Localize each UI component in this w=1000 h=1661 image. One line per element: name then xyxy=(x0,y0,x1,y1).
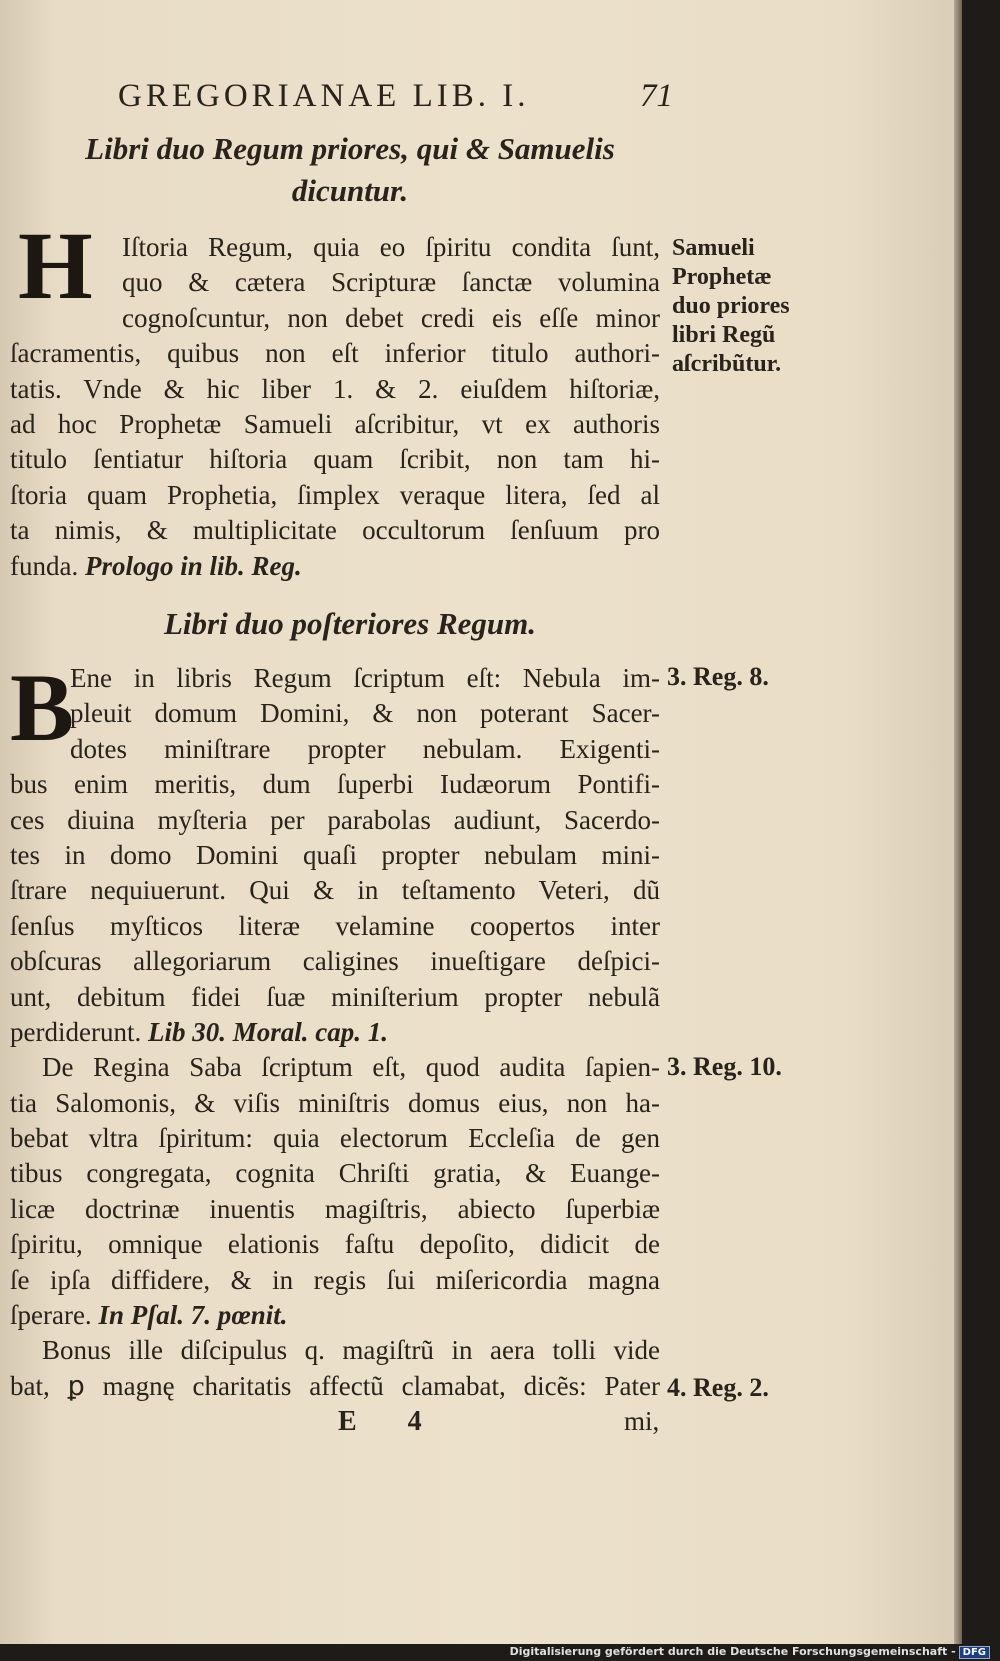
catchword: mi, xyxy=(624,1406,660,1436)
text-fragment: ſperare. xyxy=(10,1300,92,1331)
text-line: ſe ipſa diffidere, & in regis ſui miſericordia magna xyxy=(10,1264,660,1295)
signature-mark: E 4 xyxy=(338,1406,444,1437)
margin-note-line: Samueli xyxy=(672,235,755,261)
margin-note-line: Prophetæ xyxy=(672,264,772,290)
text-line: ſacramentis, quibus non eſt inferior titulo authori- xyxy=(10,338,660,369)
text-line: licæ doctrinæ inuentis magiſtris, abiecto ſuperbiæ xyxy=(10,1193,660,1224)
text-line: tia Salomonis, & viſis miniſtris domus eius, non ha- xyxy=(10,1087,660,1118)
text-line: bus enim meritis, dum ſuperbi Iudæorum Pontifi- xyxy=(10,769,660,800)
text-line: Bonus ille diſcipulus q. magiſtrũ in aera tolli vide xyxy=(42,1335,660,1366)
text-line: Ene in libris Regum ſcriptum eſt: Nebula im- xyxy=(70,663,660,693)
text-line: dotes miniſtrare propter nebulam. Exigenti- xyxy=(70,733,660,764)
text-line: De Regina Saba ſcriptum eſt, quod audita ſapien- xyxy=(42,1052,660,1083)
page-edge xyxy=(954,0,962,1644)
text-line: titulo ſentiatur hiſtoria quam ſcribit, non tam hi- xyxy=(10,444,660,475)
text-line: ſtrare nequiuerunt. Qui & in teſtamento Veteri, dũ xyxy=(10,875,660,906)
page-number: 71 xyxy=(640,78,673,114)
drop-cap-b: B xyxy=(10,654,75,761)
margin-note xyxy=(672,234,822,379)
text-line: tibus congregata, cognita Chriſti gratia, & Euange- xyxy=(10,1158,660,1189)
running-header: GREGORIANAE LIB. I. xyxy=(118,78,530,114)
text-line-with-reference xyxy=(10,1298,660,1333)
text-line: bat, ꝑ magnę charitatis affectũ clamabat, dicẽs: Pater xyxy=(10,1370,660,1401)
digitization-credit xyxy=(510,1645,990,1659)
margin-reference: 4. Reg. 2. xyxy=(667,1373,769,1402)
text-line: Iſtoria Regum, quia eo ſpiritu condita ſunt, xyxy=(122,232,660,262)
text-line: quo & cætera Scripturæ ſanctæ volumina xyxy=(122,267,660,298)
text-fragment: perdiderunt. xyxy=(10,1016,142,1047)
text-line: tes in domo Domini quaſi propter nebulam mini- xyxy=(10,839,660,870)
text-line: tatis. Vnde & hic liber 1. & 2. eiuſdem hiſtoriæ, xyxy=(10,373,660,404)
section-heading-1-line1: Libri duo Regum priores, qui & Samuelis xyxy=(85,131,615,166)
margin-reference: 3. Reg. 10. xyxy=(667,1052,782,1081)
text-line: ſtoria quam Prophetia, ſimplex veraque litera, ſed al xyxy=(10,479,660,510)
text-line-with-reference xyxy=(10,1015,660,1050)
text-line: ces diuina myſteria per parabolas audiunt, Sacerdo- xyxy=(10,804,660,835)
text-line: ſenſus myſticos literæ velamine coopertos inter xyxy=(10,910,660,941)
drop-cap-h: H xyxy=(18,212,93,319)
section-heading-2: Libri duo poſteriores Regum. xyxy=(163,606,536,641)
margin-note-line: aſcribũtur. xyxy=(672,351,782,377)
margin-note-line: libri Regũ xyxy=(672,322,776,348)
section-heading-1-line2: dicuntur. xyxy=(291,173,409,208)
margin-reference: 3. Reg. 8. xyxy=(667,662,769,691)
margin-note-line: duo priores xyxy=(672,293,790,319)
section1-text xyxy=(10,230,660,584)
text-line: bebat vltra ſpiritum: quia electorum Eccleſia de gen xyxy=(10,1123,660,1154)
section2-text xyxy=(10,654,660,1404)
section-heading-1 xyxy=(40,128,660,212)
text-line: obſcuras allegoriarum caligines inueſtigare deſpici- xyxy=(10,946,660,977)
text-fragment: funda. xyxy=(10,550,79,581)
citation-reference: Prologo in lib. Reg. xyxy=(84,550,302,581)
citation-reference: Lib 30. Moral. cap. 1. xyxy=(147,1016,388,1047)
text-line-with-reference xyxy=(10,549,660,584)
text-line: ta nimis, & multiplicitate occultorum ſenſuum pro xyxy=(10,515,660,546)
dfg-logo-icon: DFG xyxy=(959,1646,990,1659)
text-line: ſpiritu, omnique elationis faſtu depoſito, didicit de xyxy=(10,1229,660,1260)
text-line: cognoſcuntur, non debet credi eis eſſe minor xyxy=(122,302,660,333)
citation-reference: In Pſal. 7. pœnit. xyxy=(98,1300,288,1331)
text-line: ad hoc Prophetæ Samueli aſcribitur, vt ex authoris xyxy=(10,408,660,439)
text-line: unt, debitum fidei ſuæ miniſterium propter nebulã xyxy=(10,981,660,1012)
text-line: pleuit domum Domini, & non poterant Sacer- xyxy=(70,698,660,729)
credit-text: Digitalisierung gefördert durch die Deutsche Forschungsgemeinschaft - xyxy=(509,1645,956,1658)
